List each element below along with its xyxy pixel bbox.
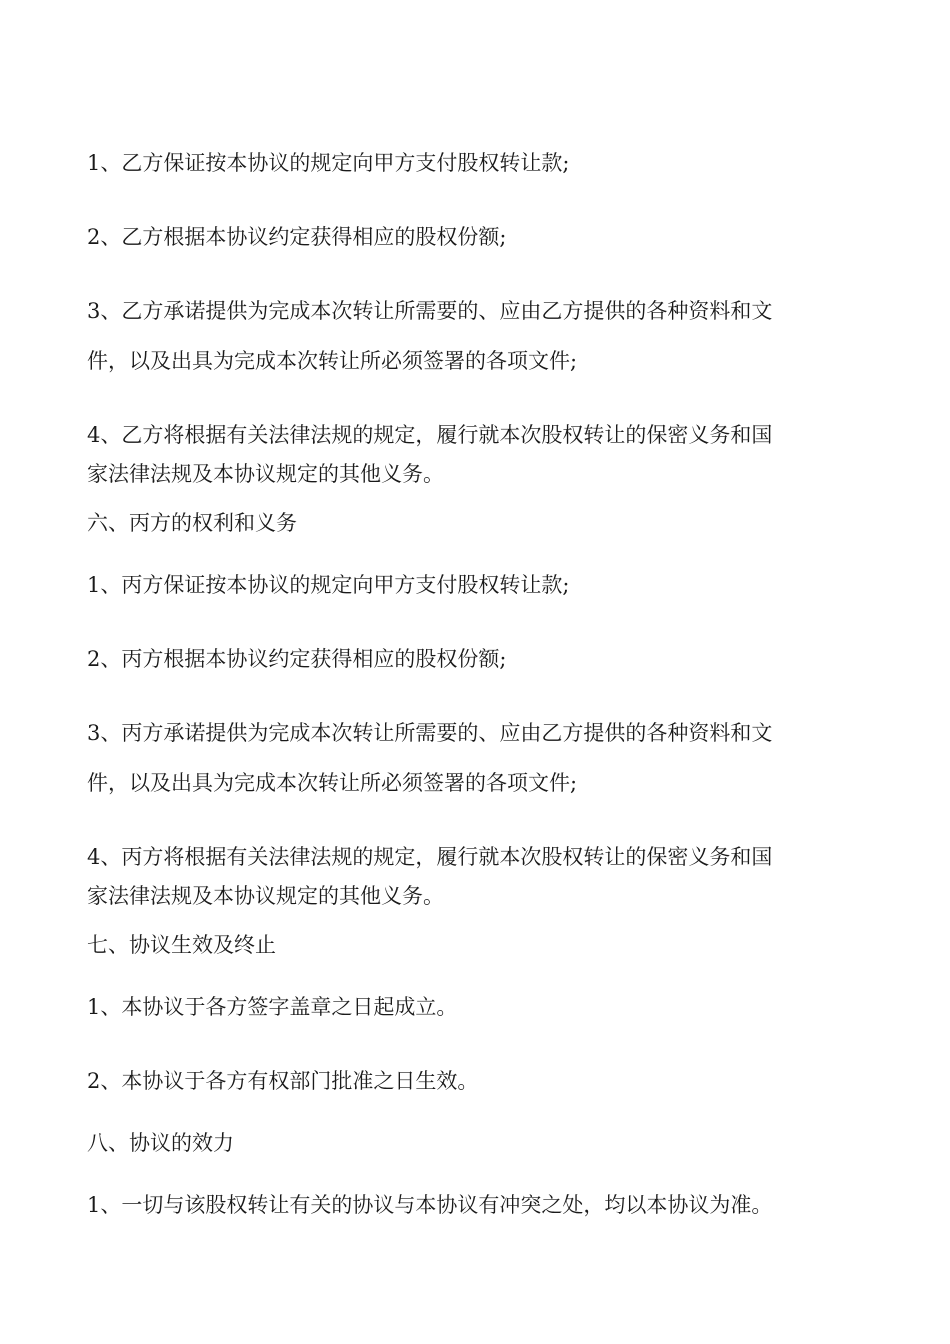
clause-6-1: 1、丙方保证按本协议的规定向甲方支付股权转让款; [87, 573, 570, 597]
section-heading-7: 七、协议生效及终止 [87, 933, 276, 957]
section-heading-6: 六、丙方的权利和义务 [87, 511, 297, 535]
clause-6-4-line-2: 家法律法规及本协议规定的其他义务。 [87, 884, 444, 908]
clause-5-4-line-2: 家法律法规及本协议规定的其他义务。 [87, 462, 444, 486]
clause-6-3-line-2: 件，以及出具为完成本次转让所必须签署的各项文件; [87, 771, 578, 795]
section-heading-8: 八、协议的效力 [87, 1131, 234, 1155]
clause-5-3-line-1: 3、乙方承诺提供为完成本次转让所需要的、应由乙方提供的各种资料和文 [87, 299, 773, 323]
clause-6-3-line-1: 3、丙方承诺提供为完成本次转让所需要的、应由乙方提供的各种资料和文 [87, 721, 773, 745]
clause-6-2: 2、丙方根据本协议约定获得相应的股权份额; [87, 647, 507, 671]
clause-6-4-line-1: 4、丙方将根据有关法律法规的规定，履行就本次股权转让的保密义务和国 [87, 845, 773, 869]
clause-5-1: 1、乙方保证按本协议的规定向甲方支付股权转让款; [87, 151, 570, 175]
clause-7-2: 2、本协议于各方有权部门批准之日生效。 [87, 1069, 479, 1093]
clause-8-1: 1、一切与该股权转让有关的协议与本协议有冲突之处，均以本协议为准。 [87, 1193, 773, 1217]
clause-7-1: 1、本协议于各方签字盖章之日起成立。 [87, 995, 458, 1019]
clause-5-4-line-1: 4、乙方将根据有关法律法规的规定，履行就本次股权转让的保密义务和国 [87, 423, 773, 447]
clause-5-3-line-2: 件，以及出具为完成本次转让所必须签署的各项文件; [87, 349, 578, 373]
clause-5-2: 2、乙方根据本协议约定获得相应的股权份额; [87, 225, 507, 249]
